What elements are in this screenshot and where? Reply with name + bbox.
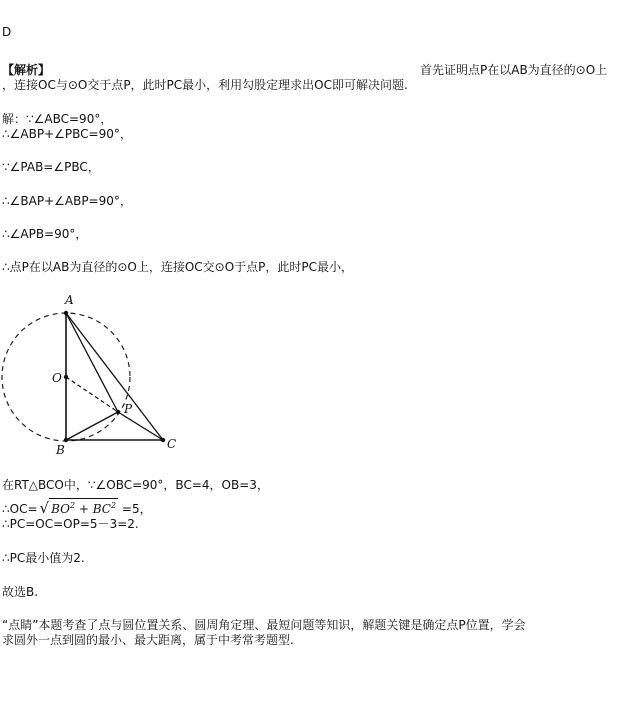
solution-line-9: ∴PC=OC=OP=5－3=2. xyxy=(2,517,139,531)
segment-pc xyxy=(118,412,163,440)
sqrt-expression xyxy=(40,498,119,516)
point-o xyxy=(64,375,68,379)
solution-line-2: ∴∠ABP+∠PBC=90°， xyxy=(2,127,132,141)
geometry-figure xyxy=(0,292,200,465)
solution-line-11: 故选B. xyxy=(2,585,39,599)
label-o: O xyxy=(52,371,62,385)
solution-line-3: ∵∠PAB=∠PBC， xyxy=(2,160,100,174)
analysis-intro: 首先证明点P在以AB为直径的⊙O上 xyxy=(420,63,608,77)
point-b xyxy=(64,438,68,442)
point-p xyxy=(116,410,120,414)
label-p: P xyxy=(124,402,133,416)
solution-line-10: ∴PC最小值为2. xyxy=(2,551,85,565)
point-c xyxy=(161,438,165,442)
answer-label: D xyxy=(2,25,12,39)
sqrt-sign: √ xyxy=(39,499,50,517)
solution-line-4: ∴∠BAP+∠ABP=90°， xyxy=(2,194,132,208)
point-a xyxy=(64,311,68,315)
circle-diagram xyxy=(0,292,200,462)
comment-line-1: “点睛”本题考查了点与圆位置关系、圆周角定理、最短问题等知识，解题关键是确定点P位置，学会 xyxy=(2,618,526,632)
solution-line-5: ∴∠APB=90°， xyxy=(2,227,88,241)
solution-line-7: 在RT△BCO中，∵∠OBC=90°，BC=4，OB=3， xyxy=(2,478,269,492)
sqrt-radicand: $BO^2 + BC^2$ xyxy=(49,498,118,516)
solution-line-1: 解：∵∠ABC=90°， xyxy=(2,112,113,126)
oc-prefix: ∴OC= xyxy=(2,502,38,516)
label-b: B xyxy=(56,443,65,457)
analysis-heading: 【解析】 xyxy=(2,63,51,77)
analysis-intro-cont: ，连接OC与⊙O交于点P，此时PC最小，利用勾股定理求出OC即可解决问题. xyxy=(2,78,408,92)
comment-line-2: 求圆外一点到圆的最小、最大距离，属于中考常考题型. xyxy=(2,633,294,647)
segment-ap xyxy=(66,313,118,412)
segment-ac xyxy=(66,313,163,440)
segment-op xyxy=(66,377,118,412)
label-a: A xyxy=(65,293,74,307)
oc-result: =5， xyxy=(118,502,152,516)
solution-line-6: ∴点P在以AB为直径的⊙O上，连接OC交⊙O于点P，此时PC最小， xyxy=(2,260,353,274)
label-c: C xyxy=(167,437,177,451)
solution-line-8 xyxy=(2,498,152,516)
